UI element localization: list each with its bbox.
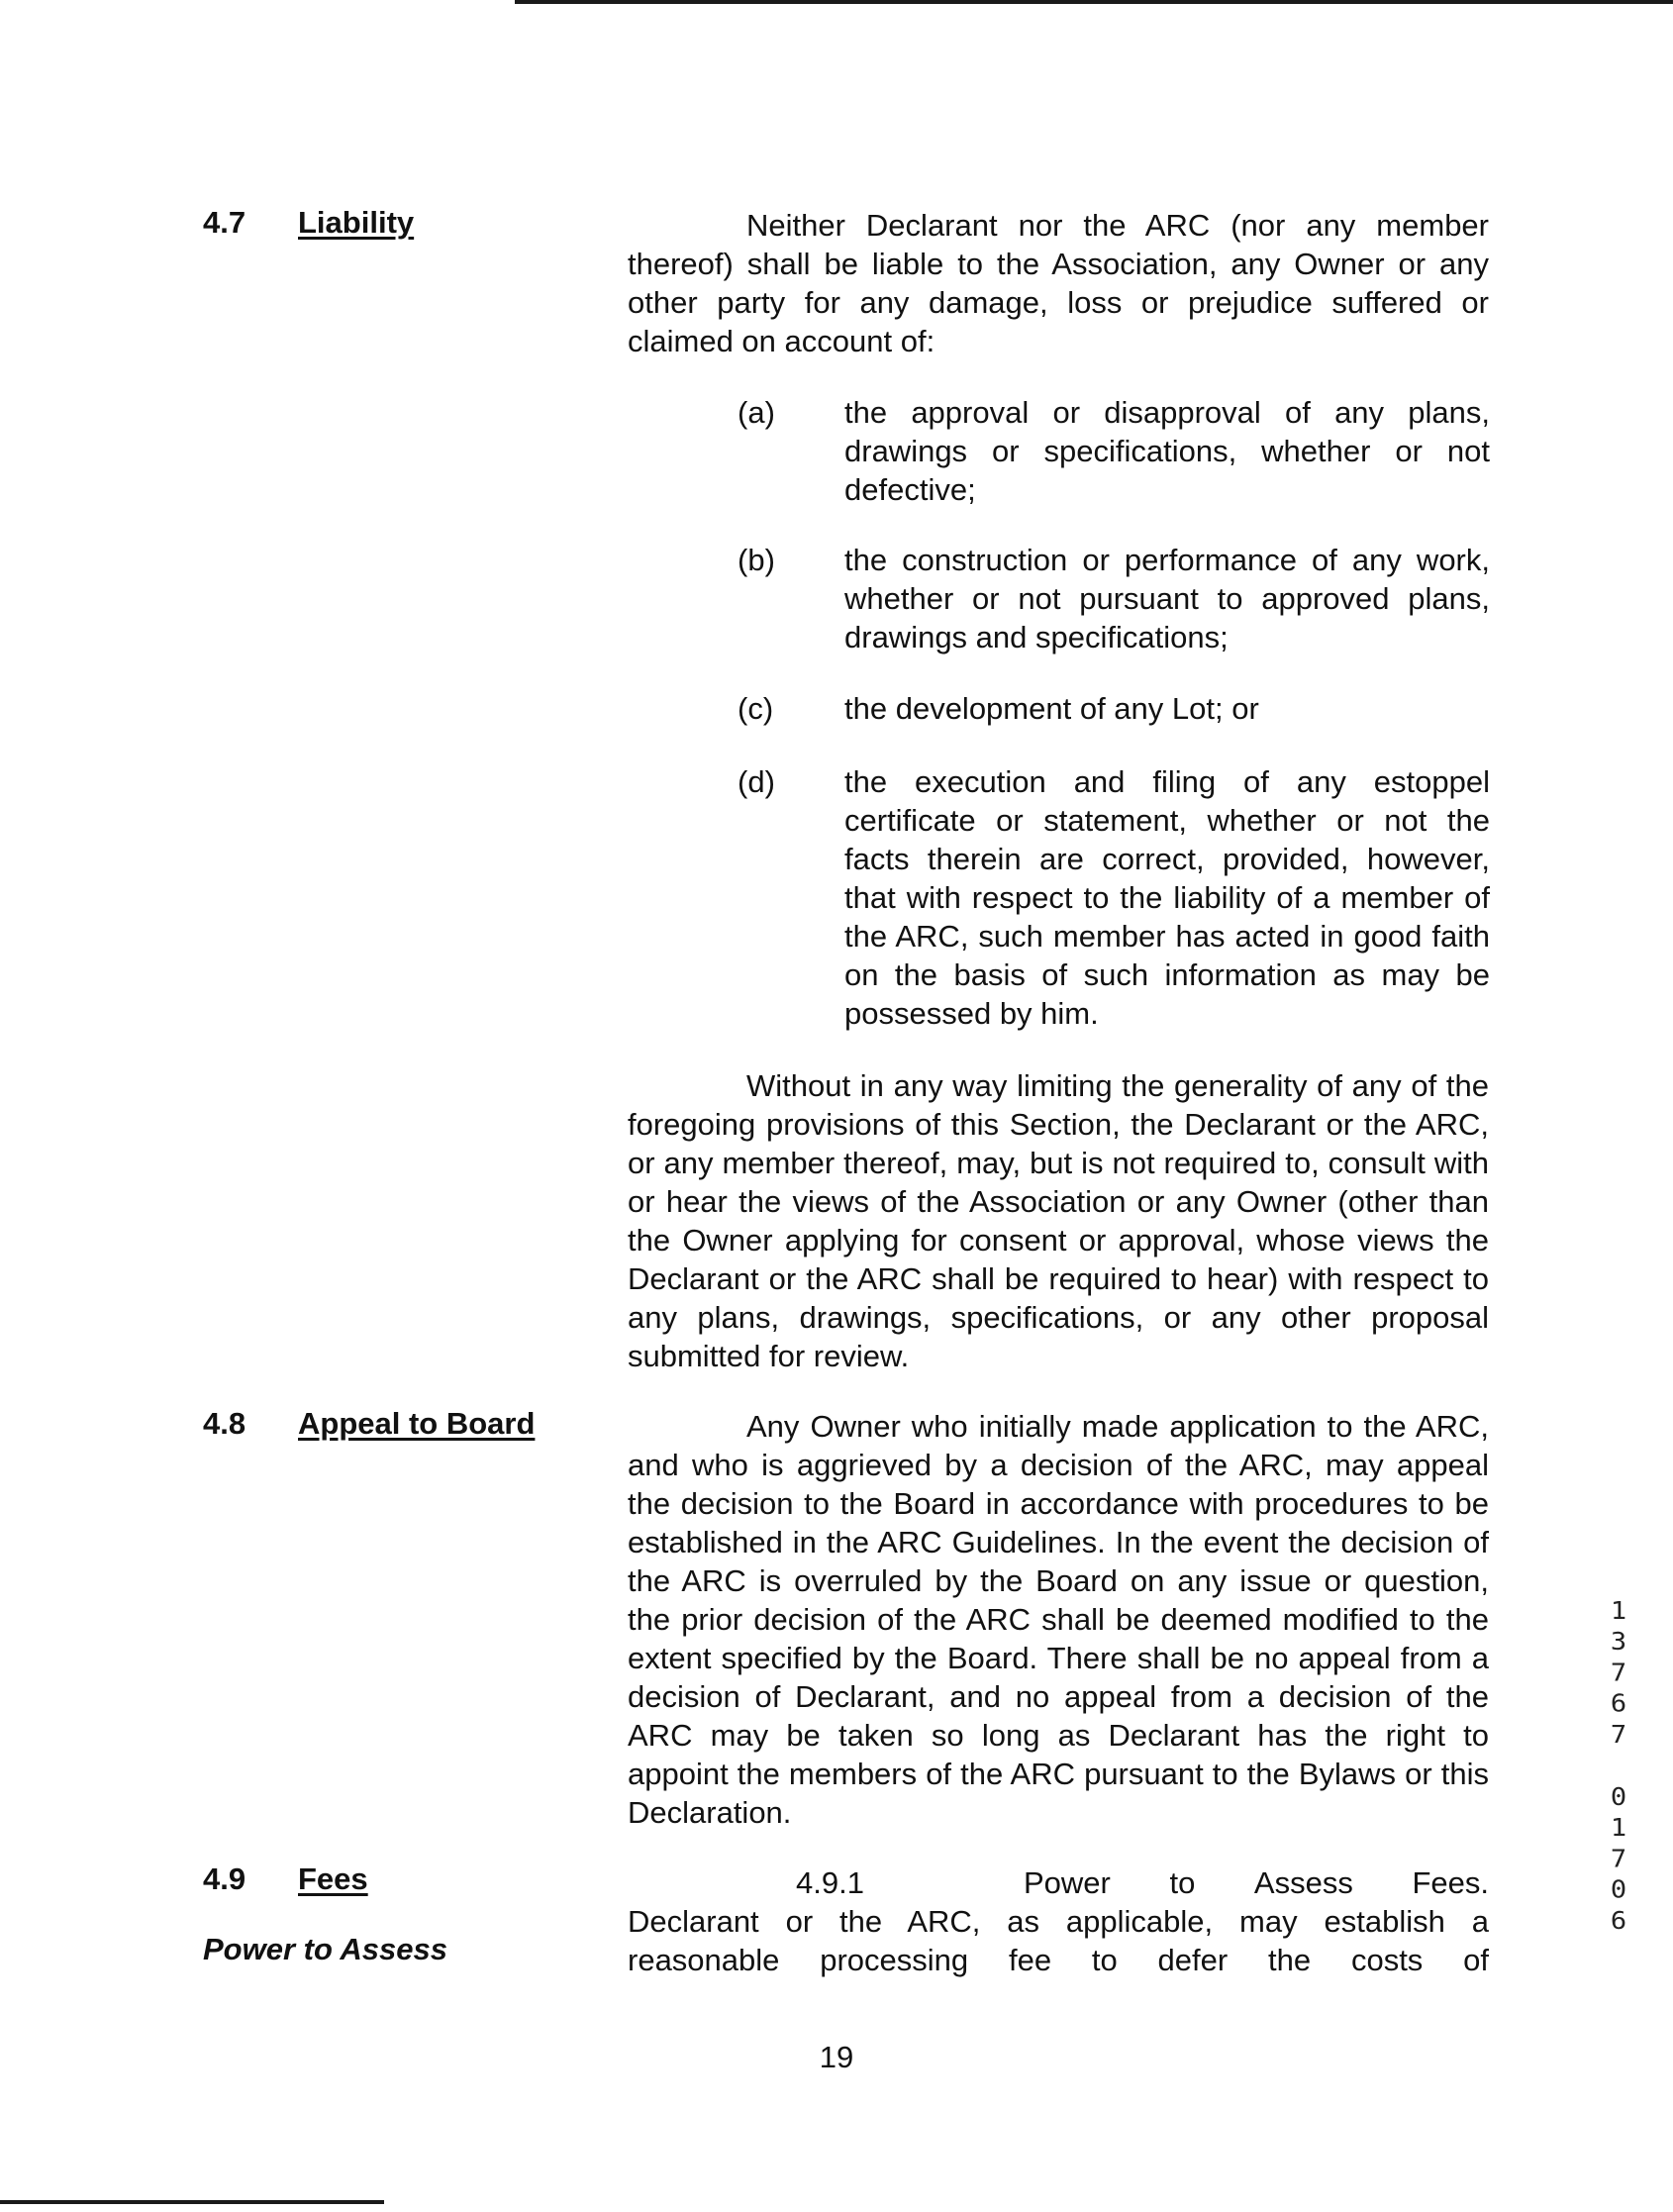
section-4-7-intro: Neither Declarant nor the ARC (nor any member thereof) shall be liable to the Association, any Owner or any other party for any damage, loss or prejudice suffered or claimed on account of:	[628, 208, 1489, 358]
section-title: Fees	[298, 1861, 368, 1896]
subsection-heading	[1024, 1863, 1489, 1902]
page-number: 19	[819, 2040, 854, 2074]
top-border-line	[515, 0, 1673, 4]
heading-word: Power	[1024, 1865, 1111, 1900]
section-4-9-body: Declarant or the ARC, as applicable, may establish a reasonable processing fee to defer the costs of	[628, 1904, 1489, 1977]
heading-word: Assess	[1253, 1865, 1353, 1900]
list-marker: (a)	[738, 395, 775, 430]
section-4-8-body: Any Owner who initially made application to the ARC, and who is aggrieved by a decision of the ARC, may appeal the decision to the Board in accordance with procedures to be established in the ARC Guidelines. In the event the decision of the ARC is overruled by the Board on any issue or question, the prior decision of the ARC shall be deemed modified to the extent specified by the Board. There shall be no appeal from a decision of Declarant, and no appeal from a decision of the ARC may be taken so long as Declarant has the right to appoint the members of the ARC pursuant to the Bylaws or this Declaration.	[628, 1409, 1489, 1830]
list-marker: (c)	[738, 691, 774, 726]
section-4-8-heading	[203, 1405, 535, 1443]
list-item	[738, 762, 1490, 1033]
heading-word: to	[1169, 1865, 1196, 1900]
list-item-text: the execution and filing of any estoppel certificate or statement, whether or not the facts therein are correct, provided, however, that with respect to the liability of a member of the ARC, such member has acted in good faith on the basis of such information as may be possessed by him.	[844, 764, 1490, 1031]
stamp-number-first: 13767	[1610, 1596, 1627, 1750]
section-number: 4.9	[203, 1861, 246, 1896]
list-item	[738, 541, 1490, 656]
list-item-text: the development of any Lot; or	[844, 691, 1259, 726]
list-item-text: the construction or performance of any work, whether or not pursuant to approved plans, drawings and specifications;	[844, 543, 1490, 654]
section-4-9-heading	[203, 1860, 368, 1898]
list-item-text: the approval or disapproval of any plans, drawings or specifications, whether or not defective;	[844, 395, 1490, 507]
stamp-number-second: 01706	[1610, 1782, 1627, 1936]
heading-word: Fees.	[1412, 1865, 1489, 1900]
list-marker: (d)	[738, 764, 775, 799]
section-4-9-subtitle: Power to Assess	[203, 1932, 447, 1966]
list-marker: (b)	[738, 543, 775, 577]
side-recording-stamp	[1604, 1589, 1633, 1944]
list-item	[738, 689, 1490, 728]
subsection-number: 4.9.1	[796, 1865, 864, 1900]
list-item	[738, 393, 1490, 509]
bottom-border-line	[0, 2200, 384, 2204]
section-title: Liability	[298, 205, 415, 240]
section-title: Appeal to Board	[298, 1406, 536, 1441]
section-number: 4.7	[203, 205, 246, 240]
section-4-7-closing: Without in any way limiting the generality of any of the foregoing provisions of this Section, the Declarant or the ARC, or any member thereof, may, but is not required to, consult with or hear the views of the Association or any Owner (other than the Owner applying for consent or approval, whose views the Declarant or the ARC shall be required to hear) with respect to any plans, drawings, specifications, or any other proposal submitted for review.	[628, 1068, 1489, 1373]
section-4-7-heading	[203, 204, 414, 242]
section-number: 4.8	[203, 1406, 246, 1441]
